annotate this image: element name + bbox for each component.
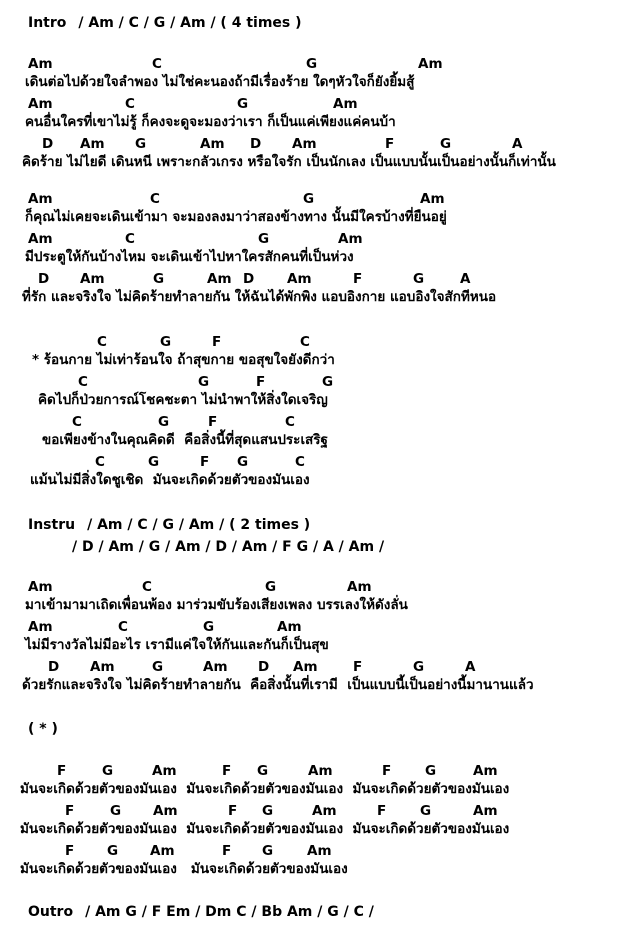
chord-line [0, 842, 620, 860]
chord: C [72, 414, 82, 430]
chord: D [48, 659, 60, 675]
chord-line [0, 658, 620, 676]
lyric-line: ขอเพียงข้างในคุณคิดดี คือสิ่งนี้ที่สุดแสนประเสริฐ [42, 432, 328, 448]
chord: C [152, 56, 162, 72]
chord: G [110, 803, 122, 819]
chord: D [38, 271, 50, 287]
chord: G [257, 763, 269, 779]
chord: G [306, 56, 318, 72]
chord: Am [150, 843, 175, 859]
chord: C [97, 334, 107, 350]
lyric-line: คนอื่นใครที่เขาไม่รู้ ก็คงจะดูจะมองว่าเรา ก็เป็นแค่เพียงแค่คนบ้า [25, 114, 396, 130]
chord: F [222, 763, 232, 779]
chord: G [303, 191, 315, 207]
chord: F [208, 414, 218, 430]
chord-line [0, 190, 620, 208]
chord: F [212, 334, 222, 350]
lyric-line: มาเข้ามามาเถิดเพื่อนพ้อง มาร่วมขับร้องเสียงเพลง บรรเลงให้ดังลั่น [25, 597, 408, 613]
chord: C [125, 231, 135, 247]
chord: C [118, 619, 128, 635]
chord: G [153, 271, 165, 287]
chord-sequence: / D / Am / G / Am / D / Am / F G / A / Am / [72, 539, 385, 555]
chord: Am [80, 271, 105, 287]
chord-line [0, 95, 620, 113]
chord: C [150, 191, 160, 207]
lyric-line: ก็คุณไม่เคยจะเดินเข้ามา จะมองลงมาว่าสองข้างทาง นั้นมีใครบ้างที่ยืนอยู่ [25, 209, 447, 225]
chord: D [243, 271, 255, 287]
chord: G [265, 579, 277, 595]
chord: Am [287, 271, 312, 287]
chord: G [322, 374, 334, 390]
section-header [28, 903, 374, 921]
chord: F [385, 136, 395, 152]
chord: G [107, 843, 119, 859]
lyric-line: มันจะเกิดด้วยตัวของมันเอง มันจะเกิดด้วยตัวของมันเอง มันจะเกิดด้วยตัวของมันเอง [20, 821, 510, 837]
section-header [72, 538, 384, 556]
chord-line [0, 373, 620, 391]
lyric-line: คิดร้าย ไม่ไยดี เดินหนี เพราะกลัวเกรง หรือใจรัก เป็นนักเลง เป็นแบบนั้นเป็นอย่างนั้นก็เท่านั้น [22, 154, 556, 170]
lyric-line: มันจะเกิดด้วยตัวของมันเอง มันจะเกิดด้วยตัวของมันเอง มันจะเกิดด้วยตัวของมันเอง [20, 781, 510, 797]
chord: Am [200, 136, 225, 152]
section-header [28, 14, 302, 32]
chord: G [135, 136, 147, 152]
chord: Am [312, 803, 337, 819]
section-label: Instru [28, 517, 76, 533]
chord: C [285, 414, 295, 430]
chord: G [262, 843, 274, 859]
chord: D [250, 136, 262, 152]
chord: G [262, 803, 274, 819]
chord: Am [418, 56, 443, 72]
chord: Am [277, 619, 302, 635]
chord: D [258, 659, 270, 675]
chord: G [160, 334, 172, 350]
chord: Am [152, 763, 177, 779]
chord: Am [207, 271, 232, 287]
chord-line [0, 230, 620, 248]
chord-line [0, 618, 620, 636]
chord: A [465, 659, 476, 675]
chord: Am [292, 136, 317, 152]
chord: Am [347, 579, 372, 595]
chord: F [353, 271, 363, 287]
lyric-line: ไม่มีรางวัลไม่มีอะไร เรามีแค่ใจให้กันและกันก็เป็นสุข [25, 637, 329, 653]
chord: C [78, 374, 88, 390]
chord: G [420, 803, 432, 819]
chord: G [237, 454, 249, 470]
chord-line [0, 762, 620, 780]
chord: F [65, 843, 75, 859]
lyric-line: เดินต่อไปด้วยใจลำพอง ไม่ใช่คะนองถ้ามีเรื่องร้าย ใดๆหัวใจก็ยังยิ้มสู้ [25, 74, 415, 90]
chord: Am [28, 231, 53, 247]
chord: Am [28, 96, 53, 112]
chord: G [413, 271, 425, 287]
chord: Am [293, 659, 318, 675]
chord-line [0, 55, 620, 73]
section-label: ( * ) [28, 721, 58, 737]
lyric-line: มีประตูให้กันบ้างไหม จะเดินเข้าไปหาใครสักคนที่เป็นห่วง [25, 249, 354, 265]
chord: Am [307, 843, 332, 859]
chord: Am [90, 659, 115, 675]
chord-sequence: / Am / C / G / Am / ( 4 times ) [78, 15, 302, 31]
chord: G [413, 659, 425, 675]
lyric-line: ที่รัก และจริงใจ ไม่คิดร้ายทำลายกัน ให้ฉันได้พักพิง แอบอิงกาย แอบอิงใจสักทีหนอ [22, 289, 497, 305]
chord-sequence: / Am / C / G / Am / ( 2 times ) [87, 517, 311, 533]
chord: A [460, 271, 471, 287]
chord: Am [28, 579, 53, 595]
lyric-line: คิดไปก็ป่วยการณ์โชคชะตา ไม่นำพาให้สิ่งใดเจริญ [38, 392, 328, 408]
chord: G [198, 374, 210, 390]
chord: G [203, 619, 215, 635]
chord: Am [203, 659, 228, 675]
chord: G [258, 231, 270, 247]
chord: Am [28, 619, 53, 635]
chord: F [222, 843, 232, 859]
chord: G [102, 763, 114, 779]
chord: C [142, 579, 152, 595]
chord: Am [153, 803, 178, 819]
section-header [28, 720, 58, 738]
chord-line [0, 802, 620, 820]
chord: Am [28, 191, 53, 207]
chord: Am [338, 231, 363, 247]
chord: G [425, 763, 437, 779]
chord: C [300, 334, 310, 350]
section-label: Intro [28, 15, 67, 31]
lyric-line: มันจะเกิดด้วยตัวของมันเอง มันจะเกิดด้วยตัวของมันเอง [20, 861, 348, 877]
chord: F [256, 374, 266, 390]
chord: F [65, 803, 75, 819]
chord: Am [473, 763, 498, 779]
lyric-line: * ร้อนกาย ไม่เท่าร้อนใจ ถ้าสุขกาย ขอสุขใจยังดีกว่า [32, 352, 335, 368]
chord: Am [420, 191, 445, 207]
chord: D [42, 136, 54, 152]
chord: G [148, 454, 160, 470]
chord: F [353, 659, 363, 675]
chord: A [512, 136, 523, 152]
chord: C [125, 96, 135, 112]
chord: Am [28, 56, 53, 72]
chord: Am [333, 96, 358, 112]
chord: F [57, 763, 67, 779]
chord: F [200, 454, 210, 470]
chord: Am [80, 136, 105, 152]
chord: F [377, 803, 387, 819]
chord-line [0, 578, 620, 596]
chord: G [158, 414, 170, 430]
lyric-line: ด้วยรักและจริงใจ ไม่คิดร้ายทำลายกัน คือสิ่งนั้นที่เรามี เป็นแบบนี้เป็นอย่างนี้มานานแล้ว [22, 677, 534, 693]
section-label: Outro [28, 904, 74, 920]
chord: Am [473, 803, 498, 819]
chord-line [0, 135, 620, 153]
chord-line [0, 413, 620, 431]
chord-line [0, 333, 620, 351]
chord: G [440, 136, 452, 152]
chord-line [0, 270, 620, 288]
chord: F [228, 803, 238, 819]
chord: F [382, 763, 392, 779]
chord: Am [308, 763, 333, 779]
chord: C [295, 454, 305, 470]
chord-sequence: / Am G / F Em / Dm C / Bb Am / G / C / [85, 904, 374, 920]
lyric-line: แม้นไม่มีสิ่งใดชูเชิด มันจะเกิดด้วยตัวของมันเอง [30, 472, 310, 488]
section-header [28, 516, 310, 534]
chord: C [95, 454, 105, 470]
chord-line [0, 453, 620, 471]
chord: G [152, 659, 164, 675]
chord: G [237, 96, 249, 112]
